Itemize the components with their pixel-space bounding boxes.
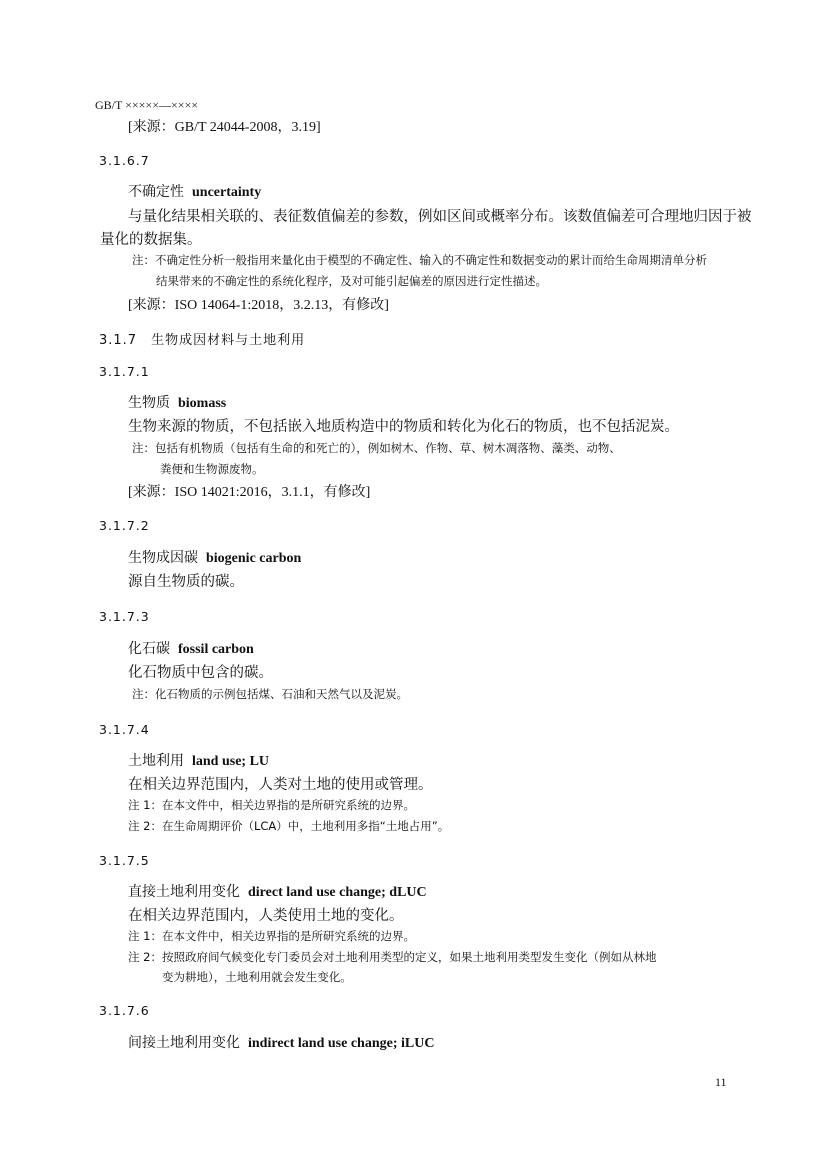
definition-text: 化石物质中包含的碳。 (128, 665, 273, 681)
note-text: 粪便和生物源废物。 (160, 462, 264, 476)
source-reference: [来源：ISO 14021:2016，3.1.1，有修改] (128, 485, 371, 500)
term-chinese: 直接土地利用变化 (128, 884, 240, 900)
note-text: 注：化石物质的示例包括煤、石油和天然气以及泥炭。 (132, 687, 408, 701)
term-heading (128, 881, 427, 901)
term-heading (128, 181, 261, 201)
definition-text: 在相关边界范围内，人类对土地的使用或管理。 (128, 777, 433, 793)
clause-number: 3.1.7.1 (99, 364, 150, 379)
term-heading (128, 1032, 434, 1052)
definition-text: 在相关边界范围内，人类使用土地的变化。 (128, 908, 404, 924)
note-text: 注：包括有机物质（包括有生命的和死亡的），例如树木、作物、草、树木凋落物、藻类、动物、 (132, 441, 621, 455)
term-heading (128, 392, 226, 412)
clause-number: 3.1.7.4 (99, 722, 150, 737)
term-heading (128, 638, 254, 658)
term-english: direct land use change; dLUC (248, 885, 427, 900)
definition-text: 源自生物质的碳。 (128, 574, 244, 590)
term-heading (128, 750, 269, 770)
definition-text: 生物来源的物质，不包括嵌入地质构造中的物质和转化为化石的物质，也不包括泥炭。 (128, 419, 679, 435)
term-english: uncertainty (192, 185, 262, 200)
definition-text: 与量化结果相关联的、表征数值偏差的参数，例如区间或概率分布。该数值偏差可合理地归因于被 (128, 209, 752, 225)
term-english: biomass (178, 396, 227, 411)
note-text: 变为耕地），土地利用就会发生变化。 (162, 970, 352, 984)
note-text: 结果带来的不确定性的系统化程序，及对可能引起偏差的原因进行定性描述。 (156, 274, 547, 288)
term-english: biogenic carbon (206, 551, 302, 566)
clause-number: 3.1.7.2 (99, 518, 150, 533)
note-text: 注 1：在本文件中，相关边界指的是所研究系统的边界。 (128, 929, 415, 943)
note-text: 注 2：按照政府间气候变化专门委员会对土地利用类型的定义，如果土地利用类型发生变化（例如从林地 (128, 950, 657, 964)
term-chinese: 土地利用 (128, 753, 184, 769)
term-english: fossil carbon (178, 642, 254, 657)
clause-number: 3.1.6.7 (99, 153, 150, 168)
source-reference: [来源：ISO 14064-1:2018，3.2.13，有修改] (128, 298, 389, 313)
term-english: indirect land use change; iLUC (248, 1036, 435, 1051)
running-header: GB/T ×××××—×××× (95, 98, 199, 112)
term-english: land use; LU (192, 754, 270, 769)
note-text: 注 1：在本文件中，相关边界指的是所研究系统的边界。 (128, 798, 415, 812)
page-number: 11 (715, 1075, 727, 1089)
definition-text: 量化的数据集。 (100, 232, 202, 248)
clause-number: 3.1.7.6 (99, 1003, 150, 1018)
section-heading: 3.1.7 生物成因材料与土地利用 (99, 333, 306, 348)
clause-number: 3.1.7.3 (99, 609, 150, 624)
term-chinese: 不确定性 (128, 184, 184, 200)
note-text: 注 2：在生命周期评价（LCA）中，土地利用多指“土地占用”。 (128, 819, 450, 833)
term-chinese: 化石碳 (128, 641, 170, 657)
clause-number: 3.1.7.5 (99, 853, 150, 868)
source-reference: [来源：GB/T 24044-2008，3.19] (128, 120, 321, 135)
term-heading (128, 547, 301, 567)
note-text: 注：不确定性分析一般指用来量化由于模型的不确定性、输入的不确定性和数据变动的累计而给生命周期清单分析 (132, 253, 707, 267)
term-chinese: 生物成因碳 (128, 550, 198, 566)
term-chinese: 生物质 (128, 395, 170, 411)
term-chinese: 间接土地利用变化 (128, 1035, 240, 1051)
